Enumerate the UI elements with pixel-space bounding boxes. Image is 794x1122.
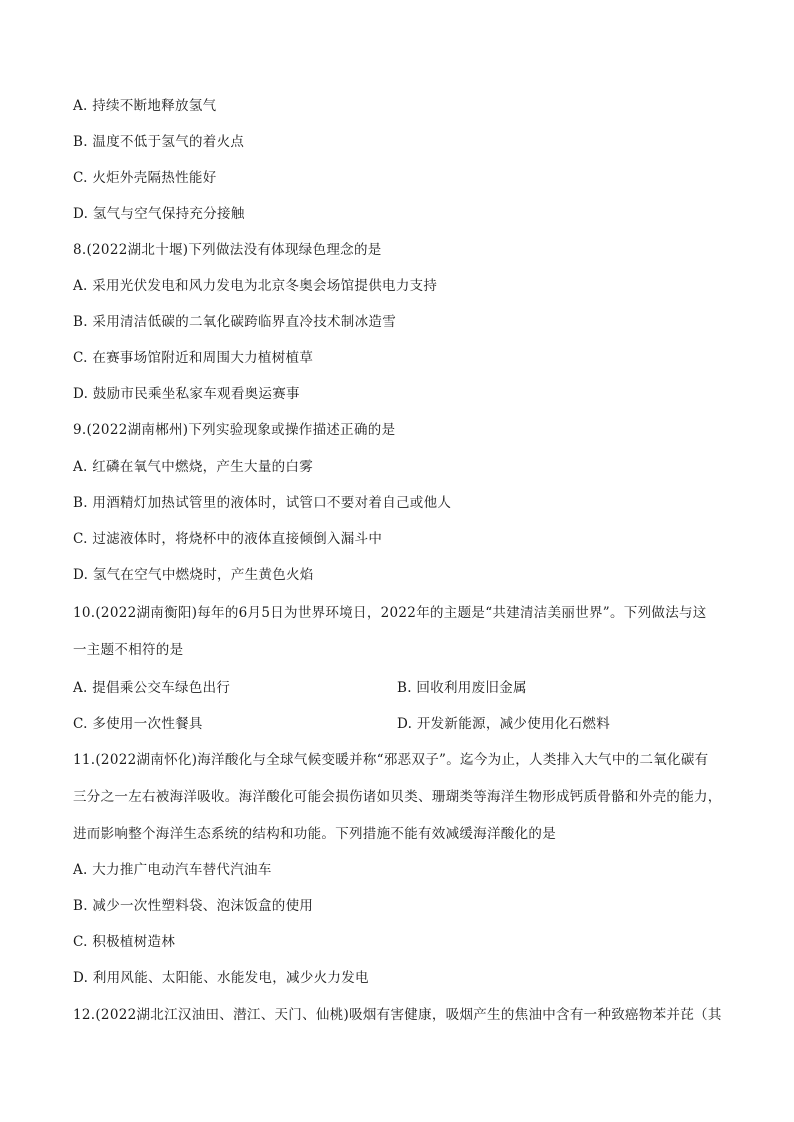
q7-option-a: A. 持续不断地释放氢气 <box>73 98 217 114</box>
q11-stem-line2: 三分之一左右被海洋吸收。海洋酸化可能会损伤诸如贝类、珊瑚类等海洋生物形成钙质骨骼和外壳的能力， <box>73 789 722 805</box>
q10-option-a: A. 提倡乘公交车绿色出行 <box>73 680 231 696</box>
q9-stem: 9.(2022湖南郴州)下列实验现象或操作描述正确的是 <box>73 422 396 438</box>
q7-option-c: C. 火炬外壳隔热性能好 <box>73 170 217 186</box>
q10-stem-line2: 一主题不相符的是 <box>73 642 184 658</box>
q11-option-c: C. 积极植树造林 <box>73 934 176 950</box>
q9-option-b: B. 用酒精灯加热试管里的液体时，试管口不要对着自己或他人 <box>73 495 452 511</box>
q10-option-b: B. 回收利用废旧金属 <box>397 680 527 696</box>
q7-option-b: B. 温度不低于氢气的着火点 <box>73 134 245 150</box>
q7-option-d: D. 氢气与空气保持充分接触 <box>73 206 245 222</box>
q11-option-a: A. 大力推广电动汽车替代汽油车 <box>73 862 272 878</box>
q11-option-d: D. 利用风能、太阳能、水能发电，减少火力发电 <box>73 970 369 986</box>
q9-option-d: D. 氢气在空气中燃烧时，产生黄色火焰 <box>73 567 314 583</box>
q8-option-a: A. 采用光伏发电和风力发电为北京冬奥会场馆提供电力支持 <box>73 278 438 294</box>
q10-option-c: C. 多使用一次性餐具 <box>73 716 203 732</box>
q8-option-d: D. 鼓励市民乘坐私家车观看奥运赛事 <box>73 386 300 402</box>
q12-stem-line1: 12.(2022湖北江汉油田、潜江、天门、仙桃)吸烟有害健康，吸烟产生的焦油中含有一种致癌物苯并芘（其 <box>73 1007 722 1023</box>
q11-option-b: B. 减少一次性塑料袋、泡沫饭盒的使用 <box>73 898 314 914</box>
q8-option-c: C. 在赛事场馆附近和周围大力植树植草 <box>73 350 314 366</box>
q11-stem-line3: 进而影响整个海洋生态系统的结构和功能。下列措施不能有效减缓海洋酸化的是 <box>73 826 556 842</box>
q10-option-d: D. 开发新能源，减少使用化石燃料 <box>397 716 611 732</box>
q10-stem-line1: 10.(2022湖南衡阳)每年的6月5日为世界环境日，2022年的主题是“共建清洁美丽世界”。下列做法与这 <box>73 605 707 621</box>
q11-stem-line1: 11.(2022湖南怀化)海洋酸化与全球气候变暖并称“邪恶双子”。迄今为止，人类排入大气中的二氧化碳有 <box>73 752 709 768</box>
q9-option-a: A. 红磷在氧气中燃烧，产生大量的白雾 <box>73 459 314 475</box>
q9-option-c: C. 过滤液体时，将烧杯中的液体直接倾倒入漏斗中 <box>73 531 383 547</box>
q8-stem: 8.(2022湖北十堰)下列做法没有体现绿色理念的是 <box>73 242 382 258</box>
q8-option-b: B. 采用清洁低碳的二氧化碳跨临界直冷技术制冰造雪 <box>73 314 397 330</box>
